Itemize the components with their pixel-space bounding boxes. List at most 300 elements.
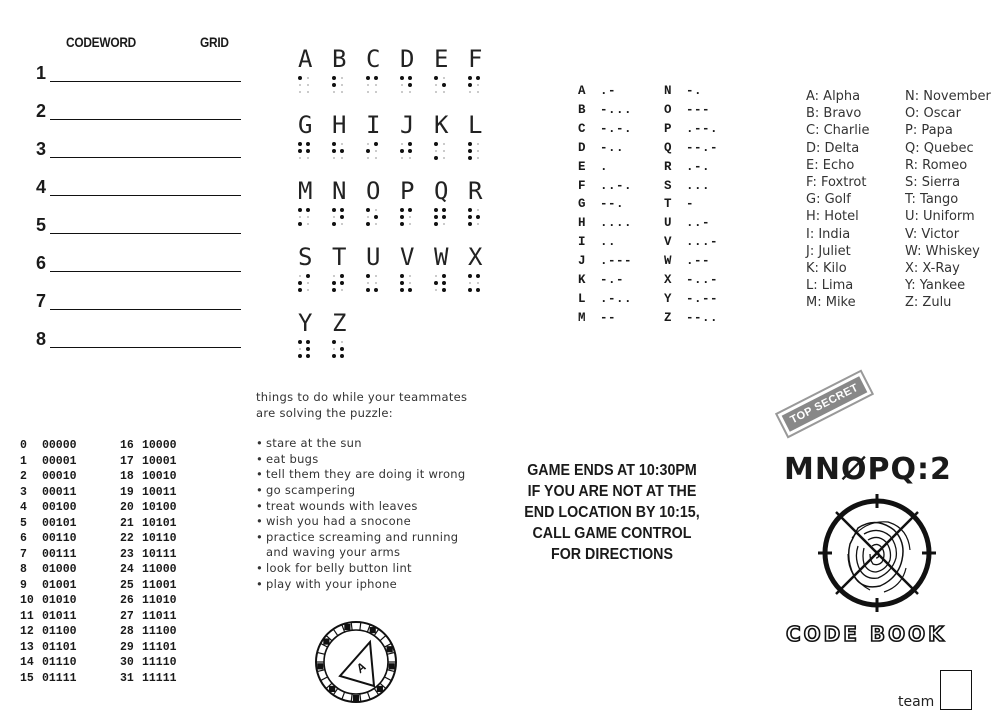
braille-dot-flat bbox=[307, 282, 310, 285]
binary-row bbox=[120, 624, 177, 640]
cipher-wheel-tick bbox=[351, 694, 352, 702]
cipher-wheel-tick bbox=[342, 692, 345, 699]
braille-letter: R bbox=[468, 177, 483, 205]
binary-value: 10101 bbox=[142, 516, 177, 530]
cipher-wheel-tick bbox=[342, 625, 345, 632]
braille-dot-raised bbox=[400, 149, 404, 153]
morse-code: .-.. bbox=[600, 291, 633, 306]
codeword-row-number: 1 bbox=[36, 63, 47, 83]
binary-number: 22 bbox=[120, 532, 134, 545]
braille-dot-flat bbox=[401, 143, 404, 146]
braille-dot-flat bbox=[469, 282, 472, 285]
braille-dot-raised bbox=[340, 281, 344, 285]
phonetic-entry: W: Whiskey bbox=[905, 243, 980, 259]
braille-dot-flat bbox=[341, 77, 344, 80]
braille-dot-raised bbox=[400, 208, 404, 212]
morse-code: -.-. bbox=[600, 121, 633, 136]
binary-number: 6 bbox=[20, 532, 27, 545]
phonetic-entry: V: Victor bbox=[905, 226, 960, 242]
binary-value: 00110 bbox=[42, 532, 77, 545]
binary-value: 10110 bbox=[142, 532, 177, 545]
braille-dot-flat bbox=[443, 143, 446, 146]
braille-dots bbox=[332, 208, 344, 226]
braille-dot-raised bbox=[468, 288, 472, 292]
braille-dot-raised bbox=[340, 274, 344, 278]
braille-dot-flat bbox=[409, 282, 412, 285]
braille-letter: W bbox=[434, 243, 449, 271]
morse-letter: I bbox=[578, 235, 586, 250]
phonetic-entry: E: Echo bbox=[806, 157, 855, 173]
braille-letter: O bbox=[366, 177, 381, 205]
braille-letter: L bbox=[468, 111, 483, 139]
braille-dot-flat bbox=[401, 91, 404, 94]
braille-dot-flat bbox=[367, 282, 370, 285]
stamp-text: TOP SECRET bbox=[782, 376, 868, 431]
braille-dot-raised bbox=[442, 274, 446, 278]
binary-number: 21 bbox=[120, 516, 134, 530]
binary-column-left bbox=[20, 438, 77, 686]
braille-letter: K bbox=[434, 111, 449, 139]
braille-letter: X bbox=[468, 243, 483, 271]
morse-letter: F bbox=[578, 178, 586, 193]
grid-blank[interactable] bbox=[183, 195, 241, 196]
phonetic-entry: J: Juliet bbox=[806, 243, 851, 259]
morse-code: ...- bbox=[686, 235, 719, 250]
braille-dot-flat bbox=[341, 84, 344, 87]
grid-blank[interactable] bbox=[183, 347, 241, 348]
braille-dots bbox=[434, 274, 446, 292]
phonetic-entry: R: Romeo bbox=[905, 157, 968, 173]
braille-dot-raised bbox=[374, 215, 378, 219]
braille-dot-raised bbox=[374, 76, 378, 80]
braille-dots bbox=[400, 76, 412, 94]
braille-letter: Q bbox=[434, 177, 449, 205]
braille-dot-flat bbox=[443, 223, 446, 226]
codeword-row-number: 2 bbox=[36, 101, 47, 121]
cipher-wheel-block bbox=[354, 696, 359, 701]
braille-dot-raised bbox=[306, 347, 310, 351]
cipher-wheel-block bbox=[324, 639, 329, 644]
braille-cell bbox=[398, 178, 428, 232]
binary-number: 4 bbox=[20, 501, 27, 514]
phonetic-entry: S: Sierra bbox=[905, 175, 961, 191]
braille-dot-flat bbox=[333, 157, 336, 160]
binary-row bbox=[20, 578, 77, 594]
braille-dot-flat bbox=[299, 91, 302, 94]
binary-value: 11000 bbox=[142, 563, 177, 576]
braille-dot-flat bbox=[409, 275, 412, 278]
braille-dot-raised bbox=[468, 274, 472, 278]
grid-blank[interactable] bbox=[183, 157, 241, 158]
braille-dot-raised bbox=[468, 142, 472, 146]
binary-row bbox=[120, 562, 177, 578]
todo-item: • stare at the sun bbox=[256, 436, 476, 452]
cipher-wheel-tick bbox=[317, 670, 325, 672]
binary-value: 10001 bbox=[142, 454, 177, 468]
morse-row bbox=[578, 101, 632, 120]
braille-letter: F bbox=[468, 45, 483, 73]
braille-dots bbox=[298, 340, 310, 358]
grid-blank[interactable] bbox=[183, 233, 241, 234]
binary-number: 14 bbox=[20, 656, 34, 669]
braille-letter: B bbox=[332, 45, 347, 73]
braille-dot-raised bbox=[340, 215, 344, 219]
morse-letter: S bbox=[664, 178, 672, 193]
braille-letter: C bbox=[366, 45, 381, 73]
binary-number: 5 bbox=[20, 516, 27, 530]
braille-dot-flat bbox=[443, 91, 446, 94]
braille-cell bbox=[432, 178, 462, 232]
phonetic-entry: N: November bbox=[905, 89, 991, 104]
binary-row bbox=[120, 531, 177, 547]
binary-value: 00111 bbox=[42, 547, 77, 561]
braille-dot-raised bbox=[306, 354, 310, 358]
braille-cell bbox=[330, 178, 360, 232]
braille-dot-flat bbox=[375, 223, 378, 226]
binary-number: 8 bbox=[20, 563, 27, 576]
binary-value: 11111 bbox=[142, 671, 177, 685]
braille-dots bbox=[298, 274, 310, 292]
braille-dot-flat bbox=[341, 143, 344, 146]
braille-dot-flat bbox=[375, 157, 378, 160]
braille-dot-raised bbox=[366, 288, 370, 292]
braille-dot-raised bbox=[408, 149, 412, 153]
braille-dot-raised bbox=[434, 215, 438, 219]
braille-dot-raised bbox=[332, 83, 336, 87]
morse-row bbox=[578, 139, 632, 158]
morse-row bbox=[664, 158, 718, 177]
morse-code: -... bbox=[600, 102, 633, 117]
braille-dot-flat bbox=[333, 275, 336, 278]
braille-dot-raised bbox=[400, 215, 404, 219]
morse-row bbox=[664, 214, 718, 233]
binary-column-right bbox=[120, 438, 177, 686]
codeword-row-number: 7 bbox=[36, 291, 47, 311]
binary-value: 11110 bbox=[142, 656, 177, 669]
morse-row bbox=[664, 139, 718, 158]
cipher-wheel-block bbox=[345, 625, 350, 630]
binary-row bbox=[120, 609, 177, 625]
braille-dot-raised bbox=[298, 354, 302, 358]
braille-cell bbox=[296, 46, 326, 100]
braille-dot-flat bbox=[341, 223, 344, 226]
cipher-wheel-block bbox=[330, 686, 335, 691]
phonetic-entry: Q: Quebec bbox=[905, 140, 974, 156]
binary-number: 10 bbox=[20, 594, 34, 607]
binary-value: 11010 bbox=[142, 594, 177, 607]
braille-dot-raised bbox=[332, 76, 336, 80]
binary-row bbox=[120, 438, 177, 454]
morse-row bbox=[578, 158, 632, 177]
cipher-wheel-tick bbox=[360, 622, 361, 630]
braille-dot-flat bbox=[299, 157, 302, 160]
grid-blank[interactable] bbox=[183, 271, 241, 272]
braille-dot-flat bbox=[443, 77, 446, 80]
binary-row bbox=[120, 516, 177, 532]
braille-dots bbox=[468, 274, 480, 292]
morse-letter: Y bbox=[664, 291, 672, 306]
braille-dot-raised bbox=[340, 347, 344, 351]
grid-blank[interactable] bbox=[183, 81, 241, 82]
phonetic-entry: L: Lima bbox=[806, 278, 854, 294]
binary-number: 24 bbox=[120, 563, 134, 576]
phonetic-entry: K: Kilo bbox=[806, 261, 847, 277]
codeword-row bbox=[36, 252, 246, 272]
codeword-row bbox=[36, 328, 246, 348]
game-end-notice-line: FOR DIRECTIONS bbox=[550, 546, 674, 563]
braille-dot-raised bbox=[332, 208, 336, 212]
todo-section bbox=[256, 390, 476, 592]
cipher-wheel-tick bbox=[387, 670, 395, 672]
morse-row bbox=[578, 82, 632, 101]
braille-dot-raised bbox=[332, 142, 336, 146]
morse-letter: J bbox=[578, 254, 586, 269]
cipher-wheel-tick bbox=[351, 622, 352, 630]
braille-letter: V bbox=[400, 243, 415, 271]
morse-letter: D bbox=[578, 140, 586, 155]
braille-dot-raised bbox=[366, 208, 370, 212]
cipher-wheel-tick bbox=[384, 677, 391, 681]
cipher-wheel-block bbox=[387, 647, 392, 652]
braille-dot-raised bbox=[332, 149, 336, 153]
morse-row bbox=[664, 271, 718, 290]
braille-dot-raised bbox=[468, 83, 472, 87]
binary-value: 11001 bbox=[142, 578, 177, 592]
morse-letter: M bbox=[578, 310, 586, 325]
braille-dots bbox=[332, 76, 344, 94]
braille-dot-flat bbox=[409, 223, 412, 226]
binary-number: 2 bbox=[20, 470, 27, 483]
braille-dot-flat bbox=[307, 91, 310, 94]
braille-dots bbox=[468, 142, 480, 160]
braille-dot-raised bbox=[434, 281, 438, 285]
morse-row bbox=[578, 290, 632, 309]
braille-letter: D bbox=[400, 45, 415, 73]
binary-value: 01110 bbox=[42, 656, 77, 669]
morse-letter: K bbox=[578, 273, 586, 288]
binary-number: 28 bbox=[120, 625, 134, 638]
braille-cell bbox=[466, 178, 496, 232]
braille-dots bbox=[332, 274, 344, 292]
braille-dot-flat bbox=[477, 143, 480, 146]
braille-letter: T bbox=[332, 243, 347, 271]
grid-blank[interactable] bbox=[183, 309, 241, 310]
game-end-notice-line: GAME ENDS AT 10:30PM bbox=[527, 462, 697, 479]
braille-dot-raised bbox=[468, 222, 472, 226]
morse-code: -.- bbox=[600, 273, 625, 288]
morse-code: --- bbox=[686, 102, 711, 117]
morse-row bbox=[578, 120, 632, 139]
braille-dot-raised bbox=[298, 340, 302, 344]
binary-number: 30 bbox=[120, 656, 134, 669]
braille-dot-raised bbox=[374, 142, 378, 146]
braille-dot-flat bbox=[333, 216, 336, 219]
braille-dots bbox=[468, 208, 480, 226]
braille-dot-raised bbox=[408, 76, 412, 80]
morse-row bbox=[664, 177, 718, 196]
braille-dot-raised bbox=[298, 208, 302, 212]
todo-list bbox=[256, 436, 476, 592]
binary-row bbox=[20, 485, 77, 501]
binary-value: 00101 bbox=[42, 516, 77, 530]
morse-letter: N bbox=[664, 84, 672, 98]
braille-dot-flat bbox=[333, 91, 336, 94]
braille-dot-raised bbox=[374, 288, 378, 292]
braille-dot-raised bbox=[332, 340, 336, 344]
morse-row bbox=[664, 233, 718, 252]
braille-dots bbox=[332, 142, 344, 160]
todo-item: • treat wounds with leaves bbox=[256, 499, 476, 515]
braille-dot-flat bbox=[409, 91, 412, 94]
todo-item: • look for belly button lint bbox=[256, 561, 476, 577]
cipher-wheel-tick bbox=[367, 692, 370, 699]
binary-row bbox=[20, 655, 77, 671]
braille-dots bbox=[366, 274, 378, 292]
binary-number: 27 bbox=[120, 609, 134, 623]
braille-dots bbox=[366, 208, 378, 226]
binary-number: 1 bbox=[20, 454, 27, 468]
morse-letter: Z bbox=[664, 310, 672, 325]
braille-letter: N bbox=[332, 177, 347, 205]
cipher-wheel-letter: A bbox=[353, 659, 369, 676]
team-number-box[interactable] bbox=[940, 670, 972, 710]
braille-dot-flat bbox=[409, 216, 412, 219]
braille-dot-raised bbox=[298, 149, 302, 153]
braille-dot-raised bbox=[298, 222, 302, 226]
cipher-wheel-tick bbox=[317, 652, 325, 654]
morse-row bbox=[578, 214, 632, 233]
braille-dot-raised bbox=[434, 208, 438, 212]
braille-dot-flat bbox=[409, 157, 412, 160]
binary-row bbox=[20, 500, 77, 516]
braille-dot-flat bbox=[435, 150, 438, 153]
braille-dot-flat bbox=[435, 275, 438, 278]
braille-dot-raised bbox=[468, 215, 472, 219]
morse-code: .... bbox=[600, 216, 633, 231]
braille-dot-flat bbox=[307, 84, 310, 87]
cipher-wheel-block bbox=[389, 664, 394, 669]
binary-number: 7 bbox=[20, 547, 27, 561]
braille-dot-flat bbox=[443, 150, 446, 153]
morse-letter: T bbox=[664, 197, 672, 212]
braille-dot-flat bbox=[375, 91, 378, 94]
braille-dot-flat bbox=[299, 348, 302, 351]
binary-row bbox=[20, 593, 77, 609]
braille-dots bbox=[400, 274, 412, 292]
binary-row bbox=[120, 469, 177, 485]
braille-dot-flat bbox=[367, 143, 370, 146]
braille-dot-raised bbox=[468, 208, 472, 212]
braille-dot-flat bbox=[307, 289, 310, 292]
braille-dot-flat bbox=[401, 157, 404, 160]
morse-row bbox=[664, 101, 718, 120]
cipher-wheel-block bbox=[377, 686, 382, 691]
morse-code: -..- bbox=[686, 273, 719, 288]
binary-row bbox=[20, 624, 77, 640]
binary-number: 29 bbox=[120, 640, 134, 654]
binary-row bbox=[20, 454, 77, 470]
binary-value: 00001 bbox=[42, 454, 77, 468]
binary-row bbox=[120, 655, 177, 671]
morse-code: -. bbox=[686, 84, 703, 98]
braille-letter: E bbox=[434, 45, 449, 73]
morse-letter: E bbox=[578, 159, 586, 174]
braille-cell bbox=[364, 178, 394, 232]
binary-value: 10011 bbox=[142, 485, 177, 499]
braille-letter: H bbox=[332, 111, 347, 139]
binary-value: 10111 bbox=[142, 547, 177, 561]
binary-row bbox=[120, 593, 177, 609]
braille-dot-flat bbox=[443, 157, 446, 160]
morse-row bbox=[664, 309, 718, 328]
braille-dot-flat bbox=[477, 157, 480, 160]
team-label: team bbox=[898, 694, 935, 710]
cipher-wheel-block bbox=[370, 628, 375, 633]
braille-letter: J bbox=[400, 111, 415, 139]
braille-dot-flat bbox=[435, 289, 438, 292]
binary-row bbox=[20, 531, 77, 547]
braille-dot-raised bbox=[332, 288, 336, 292]
morse-letter: X bbox=[664, 273, 672, 288]
codeword-row-number: 6 bbox=[36, 253, 47, 273]
morse-letter: U bbox=[664, 216, 672, 231]
binary-value: 01000 bbox=[42, 563, 77, 576]
binary-number: 15 bbox=[20, 671, 34, 685]
grid-blank[interactable] bbox=[183, 119, 241, 120]
codeword-row bbox=[36, 290, 246, 310]
binary-number: 20 bbox=[120, 501, 134, 514]
morse-code: -.-- bbox=[686, 291, 719, 306]
phonetic-entry: C: Charlie bbox=[806, 123, 870, 139]
braille-cell bbox=[466, 112, 496, 166]
binary-value: 00000 bbox=[42, 439, 77, 452]
binary-row bbox=[20, 609, 77, 625]
todo-item: • go scampering bbox=[256, 483, 476, 499]
braille-dot-flat bbox=[367, 157, 370, 160]
braille-dot-raised bbox=[298, 281, 302, 285]
braille-dot-flat bbox=[435, 84, 438, 87]
morse-row bbox=[578, 233, 632, 252]
codeword-row-number: 5 bbox=[36, 215, 47, 235]
braille-dot-flat bbox=[299, 275, 302, 278]
cipher-wheel-tick bbox=[360, 694, 361, 702]
morse-column-left bbox=[578, 82, 632, 328]
binary-row bbox=[20, 562, 77, 578]
phonetic-entry: X: X-Ray bbox=[905, 261, 960, 277]
braille-dot-flat bbox=[477, 223, 480, 226]
top-secret-stamp bbox=[775, 370, 874, 439]
braille-dot-raised bbox=[476, 215, 480, 219]
braille-letter: A bbox=[298, 45, 313, 73]
binary-value: 00010 bbox=[42, 470, 77, 483]
codeword-row bbox=[36, 100, 246, 120]
braille-dot-flat bbox=[307, 77, 310, 80]
braille-cell bbox=[432, 112, 462, 166]
braille-dot-raised bbox=[434, 156, 438, 160]
morse-code: .--- bbox=[600, 254, 633, 269]
braille-letter: U bbox=[366, 243, 381, 271]
braille-dot-raised bbox=[400, 274, 404, 278]
code-book-title: CODE BOOK bbox=[786, 622, 947, 646]
braille-dot-raised bbox=[298, 142, 302, 146]
braille-dot-raised bbox=[468, 76, 472, 80]
morse-row bbox=[664, 195, 718, 214]
braille-cell bbox=[296, 244, 326, 298]
braille-dot-flat bbox=[375, 275, 378, 278]
braille-dot-raised bbox=[366, 222, 370, 226]
cipher-wheel-icon bbox=[314, 612, 398, 712]
binary-value: 11011 bbox=[142, 609, 177, 623]
